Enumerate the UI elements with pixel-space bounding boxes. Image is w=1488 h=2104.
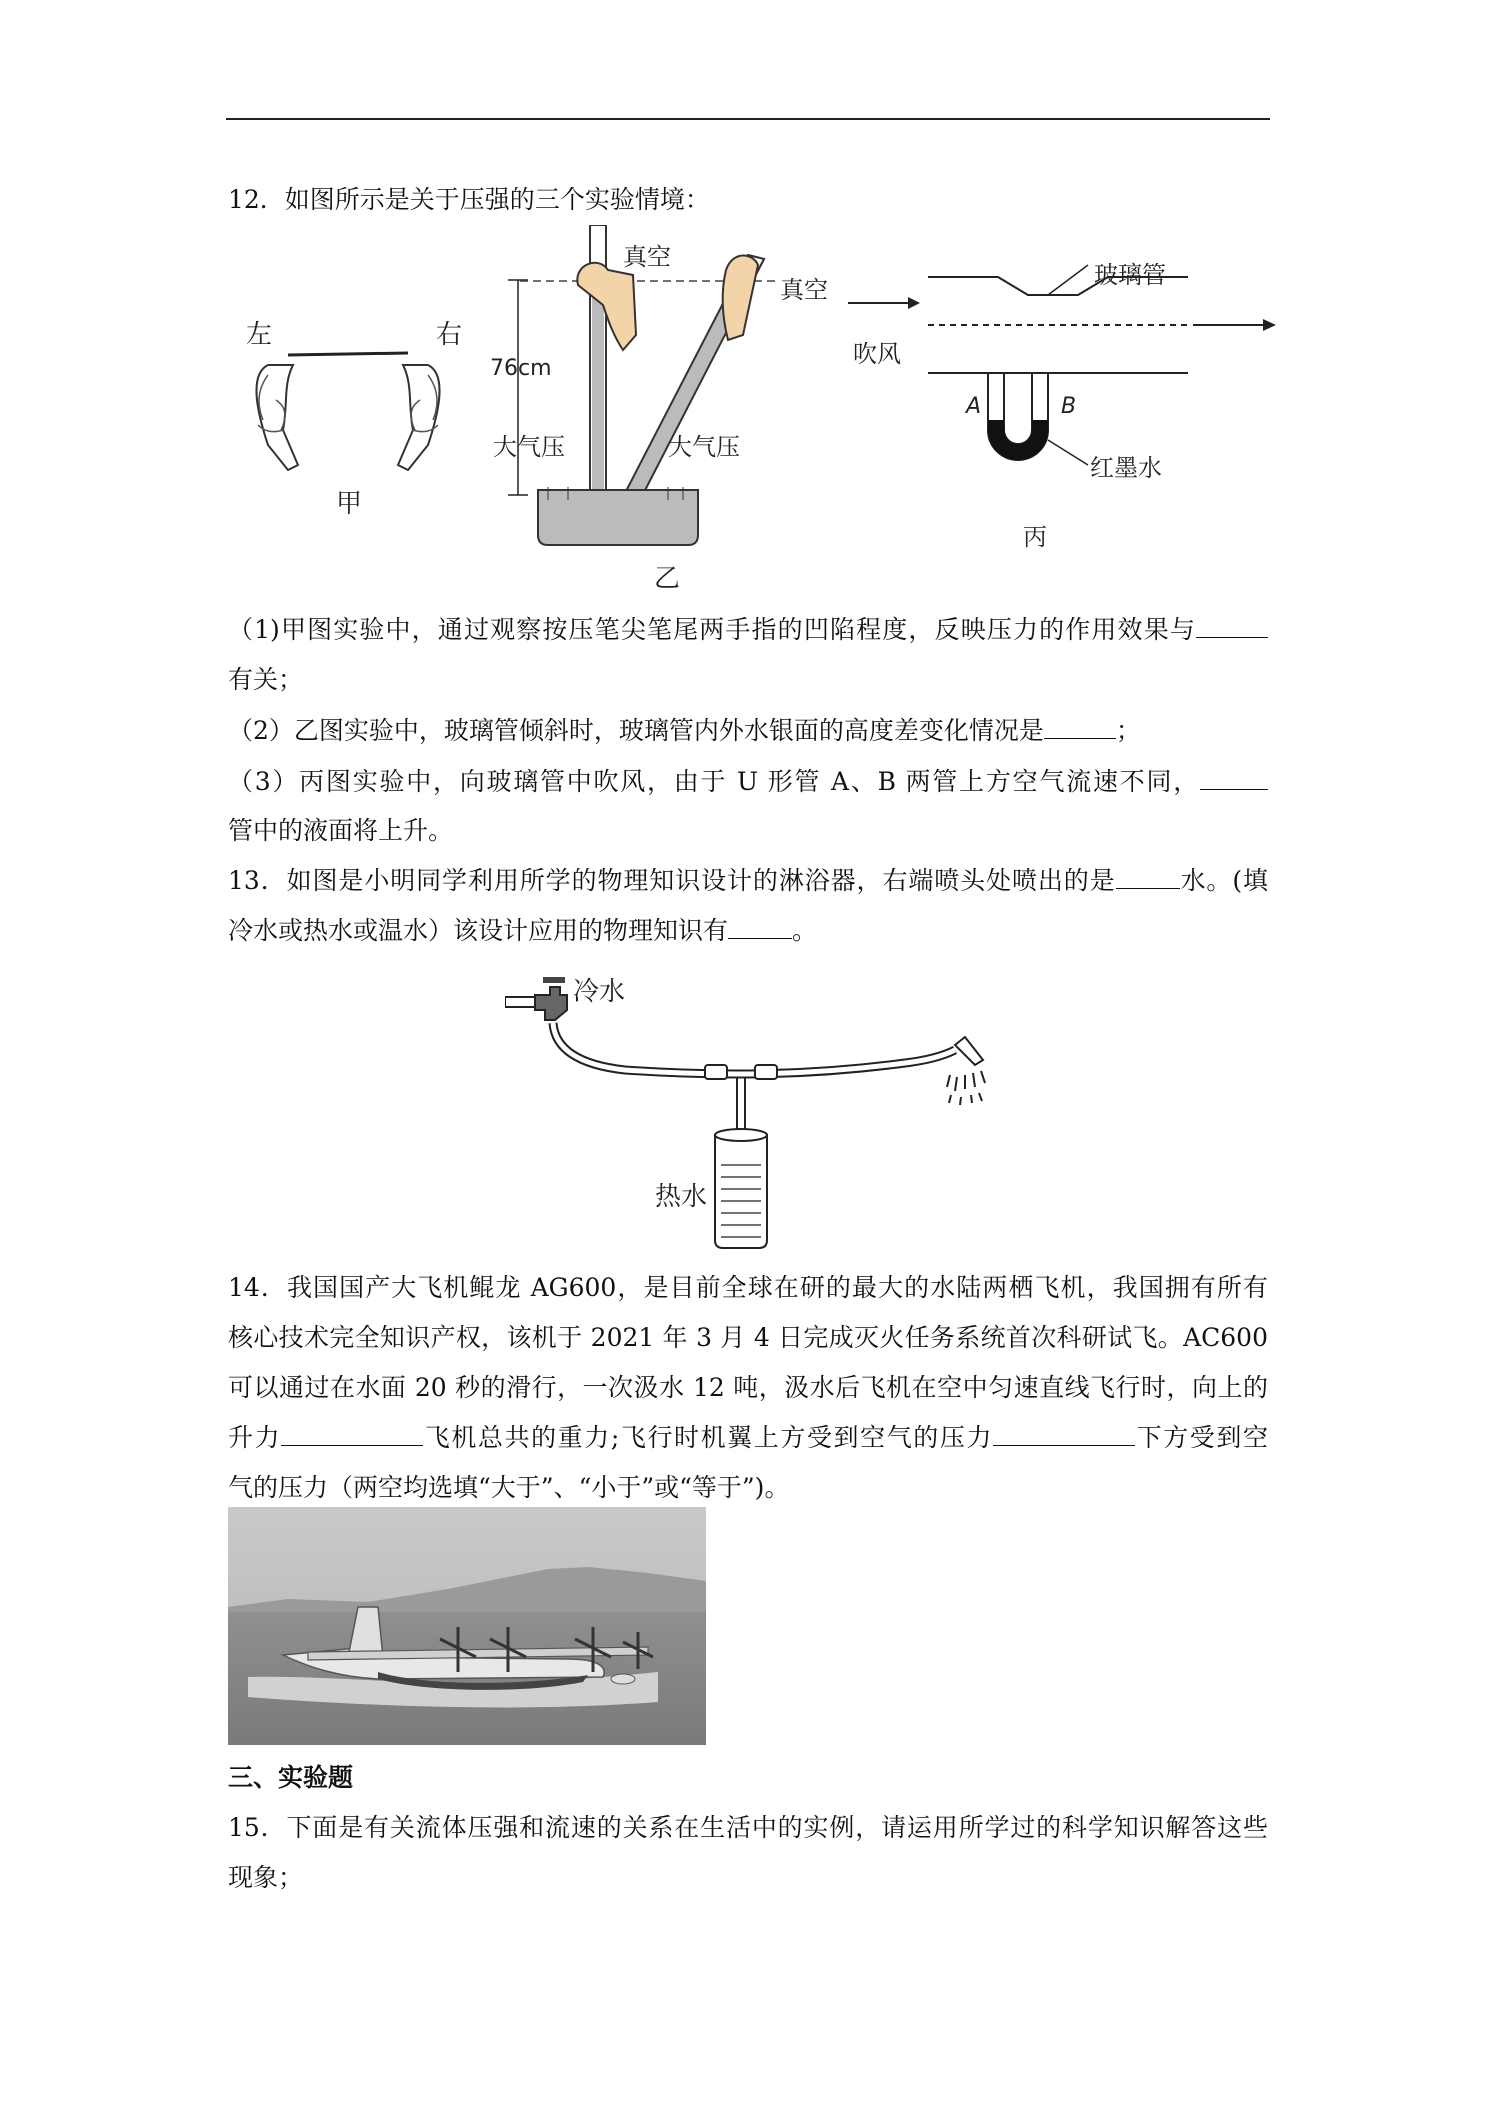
q13-line1-text: 13．如图是小明同学利用所学的物理知识设计的淋浴器，右端喷头处喷出的是 — [228, 866, 1116, 895]
bing-a-label: A — [966, 394, 982, 419]
hot-water-jar — [715, 1135, 767, 1248]
q15-line1: 15．下面是有关流体压强和流速的关系在生活中的实例，请运用所学过的科学知识解答这些 — [228, 1813, 1268, 1842]
mercury-dish — [538, 490, 698, 545]
answer-blank[interactable] — [1196, 613, 1268, 638]
q13-line2-text: 冷水或热水或温水）该设计应用的物理知识有 — [228, 916, 729, 945]
yi-atm2-label: 大气压 — [668, 433, 740, 461]
hot-water-label: 热水 — [655, 1182, 708, 1212]
header-rule — [226, 118, 1270, 120]
q13-line2 — [228, 913, 1268, 949]
yi-height-label: 76cm — [490, 356, 552, 381]
q14-line4-c: 下方受到空 — [1135, 1423, 1268, 1452]
yi-vacuum2-label: 真空 — [780, 276, 828, 304]
cold-water-label: 冷水 — [573, 977, 626, 1007]
faucet-pipe — [505, 997, 535, 1007]
q12-part2-text: （2）乙图实验中，玻璃管倾斜时，玻璃管内外水银面的高度差变化情况是 — [228, 716, 1044, 745]
q12-stem: 12．如图所示是关于压强的三个实验情境： — [228, 185, 710, 214]
q13-shower-figure — [505, 965, 995, 1255]
figure-jia — [246, 320, 462, 519]
jia-left-label: 左 — [246, 320, 273, 350]
figure-bing — [848, 261, 1276, 551]
jia-right-label: 右 — [436, 320, 463, 350]
bing-glass-label: 玻璃管 — [1094, 261, 1166, 289]
q12-part2-end: ； — [1115, 716, 1141, 745]
hand-on-tilted-tube — [723, 255, 758, 340]
answer-blank[interactable] — [993, 1421, 1135, 1446]
figure-yi — [490, 225, 828, 594]
bing-ink-label: 红墨水 — [1090, 454, 1162, 482]
q12-part3-cont: 管中的液面将上升。 — [228, 816, 454, 845]
q12-part3-text: （3）丙图实验中，向玻璃管中吹风，由于 U 形管 A、B 两管上方空气流速不同， — [228, 767, 1200, 796]
yi-caption: 乙 — [654, 564, 681, 594]
water-spray — [947, 1071, 985, 1105]
answer-blank[interactable] — [1200, 765, 1268, 790]
joint-left — [705, 1065, 727, 1079]
q12-part3 — [228, 764, 1268, 800]
yi-atm1-label: 大气压 — [493, 433, 565, 461]
q14-line5: 气的压力（两空均选填“大于”、“小于”或“等于”)。 — [228, 1473, 790, 1502]
bing-blow-label: 吹风 — [853, 340, 901, 368]
q14-line4-a: 升力 — [228, 1423, 282, 1452]
q13-line2-end: 。 — [792, 916, 818, 945]
answer-blank[interactable] — [1116, 864, 1180, 889]
answer-blank[interactable] — [1044, 714, 1116, 739]
yi-vacuum1-label: 真空 — [623, 243, 671, 271]
pen — [288, 353, 408, 355]
q14-line3: 可以通过在水面 20 秒的滑行，一次汲水 12 吨，汲水后飞机在空中匀速直线飞行时，向上的 — [228, 1373, 1268, 1402]
q14-line2: 核心技术完全知识产权，该机于 2021 年 3 月 4 日完成灭火任务系统首次科研试飞。AC600 — [228, 1323, 1268, 1352]
q15-line2: 现象； — [228, 1863, 304, 1892]
q12-part1-cont: 有关； — [228, 665, 304, 694]
answer-blank[interactable] — [281, 1421, 423, 1446]
q13-line1-end: 水。(填 — [1179, 866, 1268, 895]
q14-line1: 14．我国国产大飞机鲲龙 AG600，是目前全球在研的最大的水陆两栖飞机，我国拥有所有 — [228, 1273, 1268, 1302]
ag600-photo — [228, 1507, 706, 1745]
section-heading: 三、实验题 — [228, 1763, 354, 1792]
q12-part1 — [228, 612, 1268, 648]
q14-line4 — [228, 1420, 1268, 1456]
q13-line1 — [228, 863, 1268, 899]
answer-blank[interactable] — [728, 914, 792, 939]
hose-inner — [553, 1023, 955, 1074]
red-ink — [988, 420, 1048, 460]
q12-part1-text: （1)甲图实验中，通过观察按压笔尖笔尾两手指的凹陷程度，反映压力的作用效果与 — [228, 615, 1196, 644]
bing-caption: 丙 — [1023, 523, 1047, 551]
bing-b-label: B — [1061, 394, 1077, 419]
q12-part2 — [228, 713, 1268, 749]
jia-caption: 甲 — [336, 489, 363, 519]
shower-head — [955, 1037, 983, 1065]
q14-line4-b: 飞机总共的重力;飞行时机翼上方受到空气的压力 — [423, 1423, 994, 1452]
faucet — [535, 987, 567, 1020]
joint-right — [755, 1065, 777, 1079]
q12-figure — [228, 225, 1288, 595]
faucet-handle — [543, 977, 565, 983]
